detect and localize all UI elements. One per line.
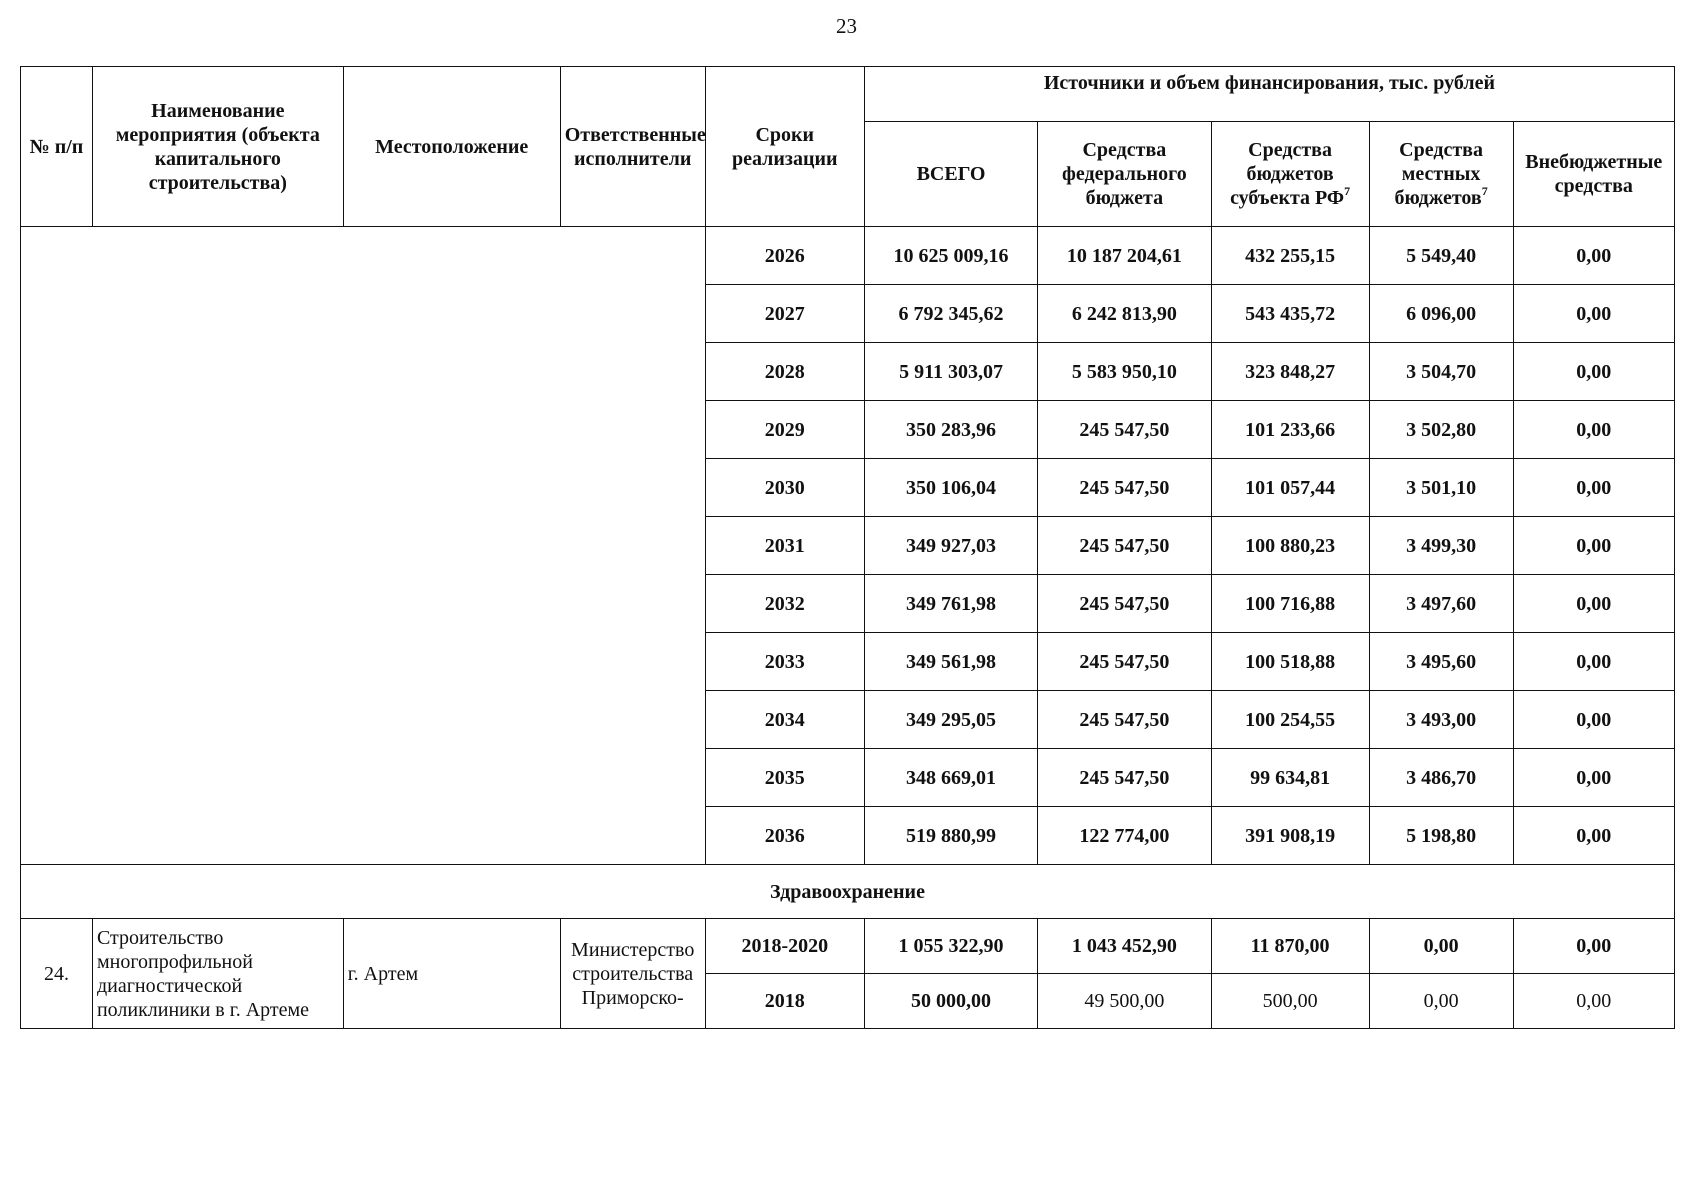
item-total: 1 055 322,90 [864, 919, 1037, 974]
cell-regional: 100 254,55 [1211, 691, 1369, 749]
cell-year: 2029 [705, 401, 864, 459]
cell-year: 2035 [705, 749, 864, 807]
item-executors: Министерство строительства Приморско- [560, 919, 705, 1029]
item-location: г. Артем [343, 919, 560, 1029]
cell-year: 2026 [705, 227, 864, 285]
cell-federal: 6 242 813,90 [1038, 285, 1211, 343]
item-federal: 49 500,00 [1038, 974, 1211, 1029]
header-regional [1211, 122, 1369, 227]
item-year: 2018 [705, 974, 864, 1029]
header-extra: Внебюджетные средства [1513, 122, 1674, 227]
cell-regional: 432 255,15 [1211, 227, 1369, 285]
cell-year: 2036 [705, 807, 864, 865]
cell-extra: 0,00 [1513, 285, 1674, 343]
header-total: ВСЕГО [864, 122, 1037, 227]
header-name: Наименование мероприятия (объекта капитального строительства) [92, 67, 343, 227]
footnote-mark: 7 [1481, 184, 1488, 198]
item-year: 2018-2020 [705, 919, 864, 974]
cell-regional: 543 435,72 [1211, 285, 1369, 343]
empty-merged-cell [21, 227, 706, 865]
cell-federal: 122 774,00 [1038, 807, 1211, 865]
cell-year: 2027 [705, 285, 864, 343]
cell-extra: 0,00 [1513, 517, 1674, 575]
cell-local: 3 493,00 [1369, 691, 1513, 749]
header-row-1 [21, 67, 1675, 122]
header-period: Сроки реализации [705, 67, 864, 227]
header-local-label: Средства местных бюджетов [1394, 139, 1483, 209]
cell-local: 3 499,30 [1369, 517, 1513, 575]
cell-year: 2033 [705, 633, 864, 691]
cell-total: 519 880,99 [864, 807, 1037, 865]
page-number: 23 [836, 14, 857, 38]
cell-total: 349 295,05 [864, 691, 1037, 749]
cell-regional: 100 716,88 [1211, 575, 1369, 633]
cell-total: 349 561,98 [864, 633, 1037, 691]
cell-extra: 0,00 [1513, 749, 1674, 807]
cell-extra: 0,00 [1513, 401, 1674, 459]
cell-total: 349 927,03 [864, 517, 1037, 575]
cell-federal: 245 547,50 [1038, 575, 1211, 633]
cell-local: 3 486,70 [1369, 749, 1513, 807]
item-local: 0,00 [1369, 919, 1513, 974]
cell-regional: 101 233,66 [1211, 401, 1369, 459]
item-extra: 0,00 [1513, 919, 1674, 974]
cell-regional: 100 518,88 [1211, 633, 1369, 691]
cell-federal: 245 547,50 [1038, 401, 1211, 459]
cell-total: 350 283,96 [864, 401, 1037, 459]
cell-total: 6 792 345,62 [864, 285, 1037, 343]
cell-regional: 99 634,81 [1211, 749, 1369, 807]
cell-regional: 391 908,19 [1211, 807, 1369, 865]
cell-regional: 101 057,44 [1211, 459, 1369, 517]
cell-federal: 5 583 950,10 [1038, 343, 1211, 401]
cell-local: 3 504,70 [1369, 343, 1513, 401]
cell-year: 2034 [705, 691, 864, 749]
section-row [21, 865, 1675, 919]
cell-total: 10 625 009,16 [864, 227, 1037, 285]
header-num: № п/п [21, 67, 93, 227]
cell-federal: 245 547,50 [1038, 691, 1211, 749]
cell-extra: 0,00 [1513, 575, 1674, 633]
cell-local: 5 198,80 [1369, 807, 1513, 865]
section-title: Здравоохранение [21, 865, 1675, 919]
table-row [21, 227, 1675, 285]
item-regional: 500,00 [1211, 974, 1369, 1029]
header-local [1369, 122, 1513, 227]
cell-local: 6 096,00 [1369, 285, 1513, 343]
cell-year: 2031 [705, 517, 864, 575]
cell-extra: 0,00 [1513, 343, 1674, 401]
cell-federal: 10 187 204,61 [1038, 227, 1211, 285]
item-regional: 11 870,00 [1211, 919, 1369, 974]
item-federal: 1 043 452,90 [1038, 919, 1211, 974]
cell-extra: 0,00 [1513, 633, 1674, 691]
cell-year: 2032 [705, 575, 864, 633]
cell-local: 5 549,40 [1369, 227, 1513, 285]
cell-federal: 245 547,50 [1038, 517, 1211, 575]
cell-regional: 323 848,27 [1211, 343, 1369, 401]
item-name: Строительство многопрофильной диагностической поликлиники в г. Артеме [92, 919, 343, 1029]
cell-year: 2030 [705, 459, 864, 517]
cell-extra: 0,00 [1513, 227, 1674, 285]
cell-federal: 245 547,50 [1038, 459, 1211, 517]
cell-regional: 100 880,23 [1211, 517, 1369, 575]
header-regional-label: Средства бюджетов субъекта РФ [1230, 139, 1345, 209]
item-local: 0,00 [1369, 974, 1513, 1029]
cell-extra: 0,00 [1513, 691, 1674, 749]
cell-extra: 0,00 [1513, 807, 1674, 865]
footnote-mark: 7 [1344, 184, 1351, 198]
cell-local: 3 502,80 [1369, 401, 1513, 459]
cell-federal: 245 547,50 [1038, 749, 1211, 807]
cell-local: 3 497,60 [1369, 575, 1513, 633]
cell-local: 3 501,10 [1369, 459, 1513, 517]
item-row-1 [21, 919, 1675, 974]
item-num: 24. [21, 919, 93, 1029]
cell-total: 349 761,98 [864, 575, 1037, 633]
cell-local: 3 495,60 [1369, 633, 1513, 691]
financing-table [20, 66, 1675, 1029]
item-extra: 0,00 [1513, 974, 1674, 1029]
cell-federal: 245 547,50 [1038, 633, 1211, 691]
header-federal: Средства федерального бюджета [1038, 122, 1211, 227]
header-financing: Источники и объем финансирования, тыс. рублей [864, 67, 1674, 122]
year-rows [21, 227, 1675, 865]
cell-total: 5 911 303,07 [864, 343, 1037, 401]
item-total: 50 000,00 [864, 974, 1037, 1029]
cell-total: 350 106,04 [864, 459, 1037, 517]
cell-year: 2028 [705, 343, 864, 401]
header-executors: Ответственные исполнители [560, 67, 705, 227]
cell-extra: 0,00 [1513, 459, 1674, 517]
header-location: Местоположение [343, 67, 560, 227]
cell-total: 348 669,01 [864, 749, 1037, 807]
